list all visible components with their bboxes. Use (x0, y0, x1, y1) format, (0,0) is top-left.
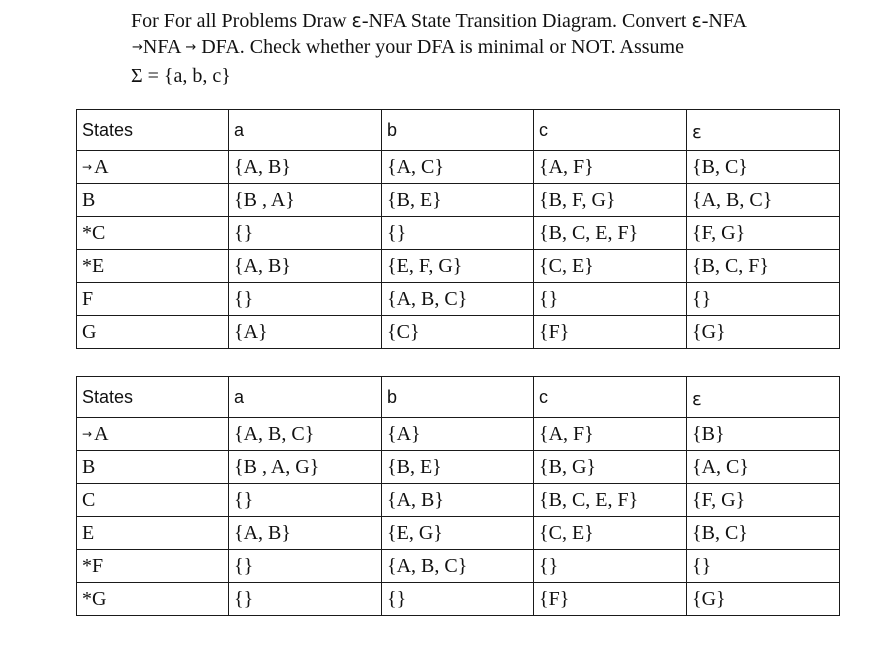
table-row (77, 151, 840, 184)
epsilon-symbol: ɛ (691, 10, 702, 32)
right-arrow-icon: → (185, 40, 197, 55)
transition-a-cell: {A} (229, 316, 382, 349)
transition-b-cell: {} (382, 217, 534, 250)
transition-a-cell: {A, B} (229, 151, 382, 184)
line1-text-middle: -NFA State Transition Diagram. Convert (361, 10, 692, 32)
header-states: States (77, 377, 229, 418)
transition-a-cell: {} (229, 550, 382, 583)
transition-epsilon-cell: {} (687, 283, 840, 316)
table-header-row (77, 110, 840, 151)
transition-c-cell: {} (534, 550, 687, 583)
transition-a-cell: {B , A, G} (229, 451, 382, 484)
transition-a-cell: {A, B, C} (229, 418, 382, 451)
line1-text-start: For For all Problems Draw (131, 10, 352, 32)
transition-b-cell: {B, E} (382, 451, 534, 484)
transition-a-cell: {A, B} (229, 250, 382, 283)
transition-b-cell: {B, E} (382, 184, 534, 217)
transition-b-cell: {A, C} (382, 151, 534, 184)
table-row (77, 451, 840, 484)
transition-b-cell: {A, B, C} (382, 283, 534, 316)
state-cell: *G (77, 583, 229, 616)
transition-epsilon-cell: {G} (687, 316, 840, 349)
table-row (77, 184, 840, 217)
table-row (77, 418, 840, 451)
transition-epsilon-cell: {B, C, F} (687, 250, 840, 283)
table-row (77, 250, 840, 283)
transition-c-cell: {C, E} (534, 250, 687, 283)
start-arrow-icon: → (82, 426, 93, 441)
header-symbol-c: c (534, 110, 687, 151)
transition-epsilon-cell: {G} (687, 583, 840, 616)
transition-c-cell: {F} (534, 583, 687, 616)
table-row (77, 484, 840, 517)
transition-a-cell: {} (229, 484, 382, 517)
transition-epsilon-cell: {F, G} (687, 484, 840, 517)
transition-c-cell: {C, E} (534, 517, 687, 550)
state-label: A (94, 155, 109, 178)
state-cell: E (77, 517, 229, 550)
state-cell: *C (77, 217, 229, 250)
transition-a-cell: {A, B} (229, 517, 382, 550)
header-symbol-epsilon: ɛ (687, 377, 840, 418)
transition-c-cell: {B, G} (534, 451, 687, 484)
table-row (77, 550, 840, 583)
state-cell (77, 151, 229, 184)
transition-b-cell: {E, F, G} (382, 250, 534, 283)
transition-epsilon-cell: {B, C} (687, 517, 840, 550)
transition-c-cell: {B, C, E, F} (534, 217, 687, 250)
state-cell: *E (77, 250, 229, 283)
transition-table-2 (76, 376, 840, 616)
transition-b-cell: {C} (382, 316, 534, 349)
transition-table-1 (76, 109, 840, 349)
epsilon-symbol: ɛ (351, 10, 362, 32)
state-cell: B (77, 451, 229, 484)
line1-text-end: -NFA (701, 10, 747, 32)
transition-b-cell: {E, G} (382, 517, 534, 550)
table-row (77, 316, 840, 349)
problem-statement (131, 8, 851, 89)
state-cell (77, 418, 229, 451)
transition-epsilon-cell: {} (687, 550, 840, 583)
problem-line-1 (131, 8, 851, 34)
transition-c-cell: {} (534, 283, 687, 316)
state-label: A (94, 422, 109, 445)
header-symbol-b: b (382, 377, 534, 418)
problem-line-2 (132, 34, 851, 63)
state-cell: B (77, 184, 229, 217)
header-symbol-c: c (534, 377, 687, 418)
state-cell: C (77, 484, 229, 517)
header-symbol-a: a (229, 110, 382, 151)
table-row (77, 217, 840, 250)
transition-epsilon-cell: {B, C} (687, 151, 840, 184)
transition-c-cell: {F} (534, 316, 687, 349)
transition-b-cell: {} (382, 583, 534, 616)
transition-c-cell: {A, F} (534, 151, 687, 184)
transition-b-cell: {A, B} (382, 484, 534, 517)
transition-epsilon-cell: {A, B, C} (687, 184, 840, 217)
transition-epsilon-cell: {A, C} (687, 451, 840, 484)
start-arrow-icon: → (82, 159, 93, 174)
transition-c-cell: {B, F, G} (534, 184, 687, 217)
header-states: States (77, 110, 229, 151)
header-symbol-epsilon: ɛ (687, 110, 840, 151)
transition-a-cell: {} (229, 217, 382, 250)
transition-c-cell: {B, C, E, F} (534, 484, 687, 517)
alphabet-definition: Σ = {a, b, c} (131, 65, 231, 87)
state-cell: G (77, 316, 229, 349)
table-header-row (77, 377, 840, 418)
table-row (77, 283, 840, 316)
header-symbol-a: a (229, 377, 382, 418)
line2-text-end: DFA. Check whether your DFA is minimal or NOT. Assume (196, 36, 684, 58)
line2-text-start: NFA (142, 36, 186, 58)
state-cell: *F (77, 550, 229, 583)
transition-c-cell: {A, F} (534, 418, 687, 451)
header-symbol-b: b (382, 110, 534, 151)
right-arrow-icon: → (132, 40, 143, 55)
transition-a-cell: {B , A} (229, 184, 382, 217)
transition-b-cell: {A, B, C} (382, 550, 534, 583)
table-row (77, 517, 840, 550)
transition-a-cell: {} (229, 283, 382, 316)
state-cell: F (77, 283, 229, 316)
transition-b-cell: {A} (382, 418, 534, 451)
table-row (77, 583, 840, 616)
transition-epsilon-cell: {B} (687, 418, 840, 451)
transition-a-cell: {} (229, 583, 382, 616)
transition-epsilon-cell: {F, G} (687, 217, 840, 250)
